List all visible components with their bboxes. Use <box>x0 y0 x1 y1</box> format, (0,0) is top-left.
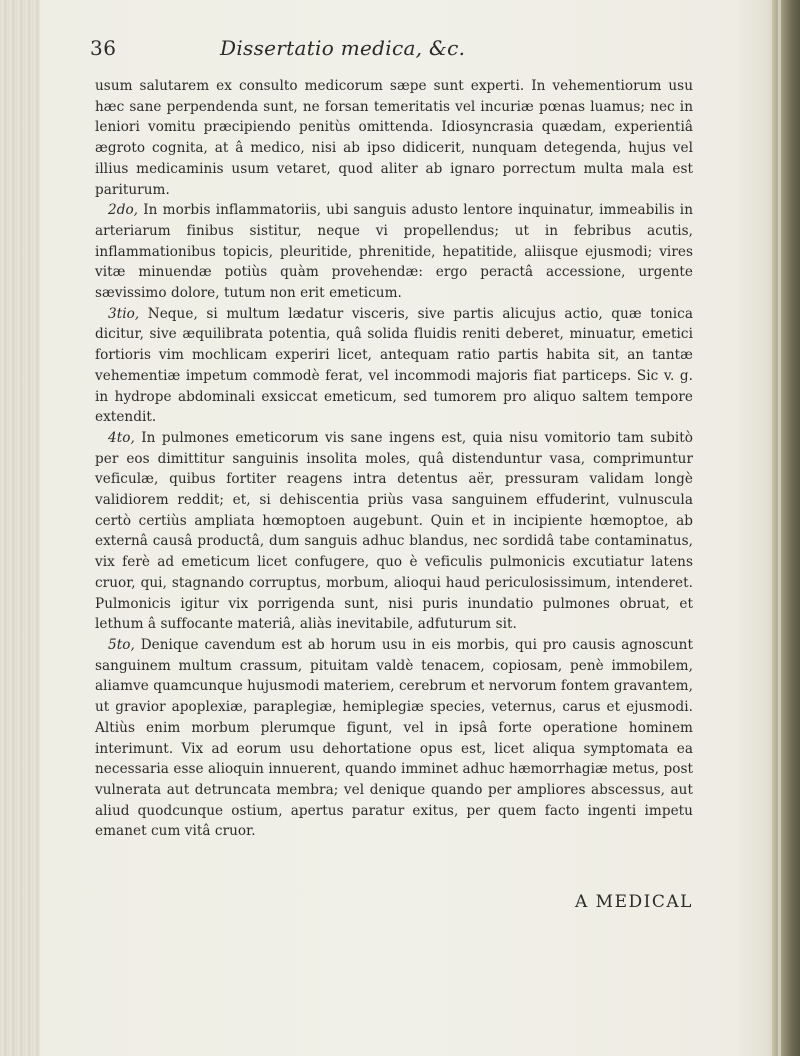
binding-gutter <box>0 0 40 1056</box>
paragraph-5 <box>95 635 693 842</box>
paragraph-lead: 4to, <box>108 429 135 446</box>
paragraph-lead: 5to, <box>108 636 135 653</box>
paragraph-text: Denique cavendum est ab horum usu in eis morbis, qui pro causis agnoscunt sanguinem multum crassum, pituitam valdè tenacem, copiosam, penè immobilem, aliamve quamcunque hujusmodi materiem, cerebrum et nervorum fontem gravantem, ut gravior apoplexiæ, paraplegiæ, hemiplegiæ species, veternus, carus et ejusmodi. Altiùs enim morbum plerumque figunt, vel in ipsâ forte operatione hominem interimunt. Vix ad eorum usu dehortatione opus est, licet aliqua symptomata ea necessaria esse alioquin innuerent, quando imminet adhuc hæmorrhagiæ metus, post vulnerata aut detruncata membra; vel denique quando per ampliores abscessus, aut aliud quodcunque ostium, apertus paratur exitus, per quem facto ingenti impetu emanet cum vitâ cruor. <box>95 636 693 840</box>
page-header <box>90 36 690 66</box>
paragraph-3 <box>95 304 693 428</box>
paragraph-text: usum salutarem ex consulto medicorum sæpe sunt experti. In vehementiorum usu hæc sane perpendenda sunt, ne forsan temeritatis vel incuriæ pœnas luamus; nec in leniori vomitu præcipiendo penitùs omittenda. Idiosyncrasia quædam, experientiâ ægroto cognita, at â medico, nisi ab ipso didicerit, nunquam detegenda, hujus vel illius medicaminis usum vetaret, quod aliter ab ignaro porrectum multa mala est pariturum. <box>95 78 693 198</box>
paragraph-lead: 3tio, <box>108 305 140 322</box>
page-edge <box>772 0 800 1056</box>
paragraph-4 <box>95 428 693 635</box>
paragraph-1 <box>95 76 693 200</box>
body-text <box>95 76 693 842</box>
paragraph-text: In pulmones emeticorum vis sane ingens est, quia nisu vomitorio tam subitò per eos dimittitur sanguinis insolita moles, quâ distenduntur vasa, comprimuntur veficulæ, quibus fortiter reagens intra detentus aër, pressuram validam longè validiorem reddit; et, si dehiscentia priùs vasa sanguinem effuderint, vulnuscula certò certiùs ampliata hœmoptoen augebunt. Quin et in incipiente hœmoptoe, ab externâ causâ productâ, dum sanguis adhuc blandus, nec sordidâ tabe contaminatus, vix ferè ad emeticum licet confugere, quo è veficulis pulmonicis excutiatur latens cruor, qui, stagnando corruptus, morbum, alioqui haud periculosissimum, intenderet. Pulmonicis igitur vix porrigenda sunt, nisi puris inundatio pulmones obruat, et lethum â suffocante materiâ, aliàs inevitabile, adfuturum sit. <box>95 429 693 633</box>
paragraph-text: In morbis inflammatoriis, ubi sanguis adusto lentore inquinatur, immeabilis in arteriarum finibus sistitur, neque vi propellendus; ut in febribus acutis, inflammationibus topicis, pleuritide, phrenitide, hepatitide, aliisque ejusmodi; vires vitæ minuendæ potiùs quàm provehendæ: ergo peractâ accessione, urgente sævissimo dolore, tutum non erit emeticum. <box>95 202 693 302</box>
catchword: A MEDICAL <box>575 892 693 912</box>
paragraph-lead: 2do, <box>108 202 139 219</box>
running-title: Dissertatio medica, &c. <box>220 36 466 60</box>
page-number: 36 <box>90 36 117 60</box>
paragraph-text: Neque, si multum lædatur visceris, sive partis alicujus actio, quæ tonica dicitur, sive æquilibrata potentia, quâ solida fluidis reniti deberet, minuatur, emetici fortioris vim mochlicam experiri licet, antequam ratio partis habita sit, an tantæ vehementiæ impetum commodè ferat, vel incommodi majoris fiat particeps. Sic v. g. in hydrope abdominali exsiccat emeticum, sed tumorem pro aliquo saltem tempore extendit. <box>95 305 693 426</box>
paragraph-2 <box>95 200 693 304</box>
